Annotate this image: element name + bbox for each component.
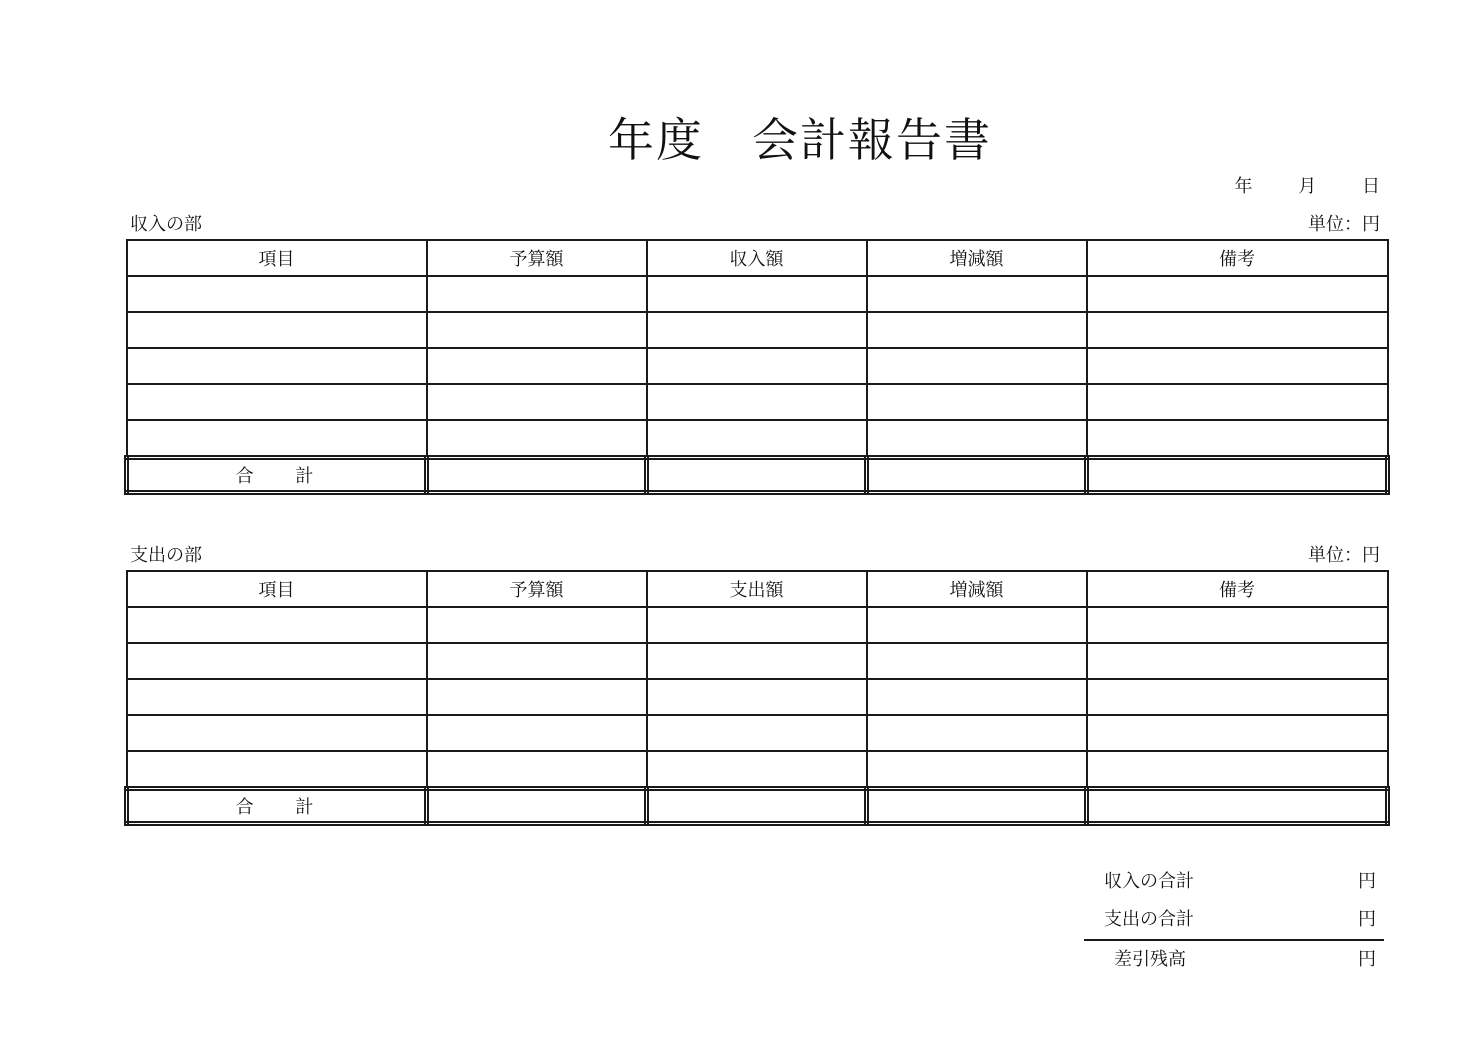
table-cell[interactable]: [1087, 312, 1388, 348]
income-total-notes[interactable]: [1087, 458, 1388, 493]
income-table: [124, 239, 1390, 495]
table-cell[interactable]: [1087, 751, 1388, 789]
expense-unit-label: 単位：円: [1308, 545, 1380, 566]
table-cell[interactable]: [127, 679, 427, 715]
table-cell[interactable]: [647, 751, 867, 789]
table-cell[interactable]: [127, 348, 427, 384]
table-cell[interactable]: [127, 607, 427, 643]
table-cell[interactable]: [427, 348, 647, 384]
table-cell[interactable]: [1087, 679, 1388, 715]
table-cell[interactable]: [127, 420, 427, 458]
table-cell[interactable]: [867, 607, 1087, 643]
income-total-budget[interactable]: [427, 458, 647, 493]
income-col-notes: 備考: [1087, 240, 1388, 276]
table-cell[interactable]: [1087, 607, 1388, 643]
table-cell[interactable]: [867, 312, 1087, 348]
expense-total-actual[interactable]: [647, 789, 867, 824]
summary-balance-row: [1084, 939, 1384, 979]
summary-balance-currency: 円: [1358, 949, 1376, 970]
table-cell[interactable]: [127, 751, 427, 789]
expense-total-budget[interactable]: [427, 789, 647, 824]
table-cell[interactable]: [427, 384, 647, 420]
table-cell[interactable]: [127, 276, 427, 312]
expense-table: [124, 570, 1390, 826]
document-title: 年度 会計報告書: [608, 113, 992, 167]
table-cell[interactable]: [867, 348, 1087, 384]
income-total-label: 合 計: [127, 458, 427, 493]
table-cell[interactable]: [427, 420, 647, 458]
table-cell[interactable]: [427, 679, 647, 715]
summary-expense-row: [1084, 901, 1384, 939]
income-header-row: [127, 240, 1388, 276]
income-col-diff: 増減額: [867, 240, 1087, 276]
income-unit-label: 単位：円: [1308, 214, 1380, 235]
table-cell[interactable]: [647, 348, 867, 384]
income-total-actual[interactable]: [647, 458, 867, 493]
expense-total-label: 合 計: [127, 789, 427, 824]
date-year-label: 年: [1234, 176, 1253, 197]
table-row: [127, 312, 1388, 348]
table-cell[interactable]: [647, 384, 867, 420]
expense-section-label: 支出の部: [130, 545, 202, 566]
table-row: [127, 420, 1388, 458]
income-total-row: [127, 458, 1388, 493]
table-row: [127, 607, 1388, 643]
table-cell[interactable]: [427, 643, 647, 679]
expense-total-notes[interactable]: [1087, 789, 1388, 824]
table-cell[interactable]: [647, 312, 867, 348]
summary-income-row: [1084, 863, 1384, 901]
table-cell[interactable]: [427, 276, 647, 312]
expense-col-budget: 予算額: [427, 571, 647, 607]
summary-balance-label: 差引残高: [1114, 949, 1186, 970]
expense-col-actual: 支出額: [647, 571, 867, 607]
table-cell[interactable]: [427, 751, 647, 789]
table-cell[interactable]: [127, 384, 427, 420]
table-cell[interactable]: [127, 312, 427, 348]
table-cell[interactable]: [427, 607, 647, 643]
table-cell[interactable]: [867, 751, 1087, 789]
table-row: [127, 679, 1388, 715]
table-cell[interactable]: [127, 715, 427, 751]
table-row: [127, 715, 1388, 751]
table-cell[interactable]: [1087, 715, 1388, 751]
table-cell[interactable]: [867, 643, 1087, 679]
table-cell[interactable]: [647, 276, 867, 312]
table-cell[interactable]: [867, 715, 1087, 751]
date-month-label: 月: [1298, 176, 1317, 197]
table-cell[interactable]: [867, 276, 1087, 312]
expense-header-row: [127, 571, 1388, 607]
table-cell[interactable]: [1087, 276, 1388, 312]
table-cell[interactable]: [647, 715, 867, 751]
table-row: [127, 348, 1388, 384]
income-total-diff[interactable]: [867, 458, 1087, 493]
expense-total-diff[interactable]: [867, 789, 1087, 824]
expense-col-notes: 備考: [1087, 571, 1388, 607]
table-cell[interactable]: [647, 679, 867, 715]
table-cell[interactable]: [867, 679, 1087, 715]
table-cell[interactable]: [647, 643, 867, 679]
table-cell[interactable]: [647, 420, 867, 458]
expense-col-diff: 増減額: [867, 571, 1087, 607]
table-cell[interactable]: [867, 420, 1087, 458]
date-line: [1231, 172, 1380, 198]
table-cell[interactable]: [427, 312, 647, 348]
table-cell[interactable]: [647, 607, 867, 643]
expense-total-row: [127, 789, 1388, 824]
income-col-actual: 収入額: [647, 240, 867, 276]
table-cell[interactable]: [867, 384, 1087, 420]
income-col-budget: 予算額: [427, 240, 647, 276]
table-cell[interactable]: [1087, 643, 1388, 679]
date-day-label: 日: [1362, 176, 1380, 197]
income-section-label: 収入の部: [130, 214, 202, 235]
summary-income-label: 収入の合計: [1104, 871, 1194, 892]
summary-expense-label: 支出の合計: [1104, 909, 1194, 930]
expense-col-item: 項目: [127, 571, 427, 607]
summary-block: [1084, 863, 1384, 979]
summary-expense-currency: 円: [1358, 909, 1376, 930]
table-row: [127, 643, 1388, 679]
table-row: [127, 751, 1388, 789]
table-cell[interactable]: [1087, 384, 1388, 420]
table-cell[interactable]: [427, 715, 647, 751]
table-row: [127, 384, 1388, 420]
income-col-item: 項目: [127, 240, 427, 276]
table-cell[interactable]: [127, 643, 427, 679]
table-row: [127, 276, 1388, 312]
table-cell[interactable]: [1087, 348, 1388, 384]
summary-income-currency: 円: [1358, 871, 1376, 892]
table-cell[interactable]: [1087, 420, 1388, 458]
